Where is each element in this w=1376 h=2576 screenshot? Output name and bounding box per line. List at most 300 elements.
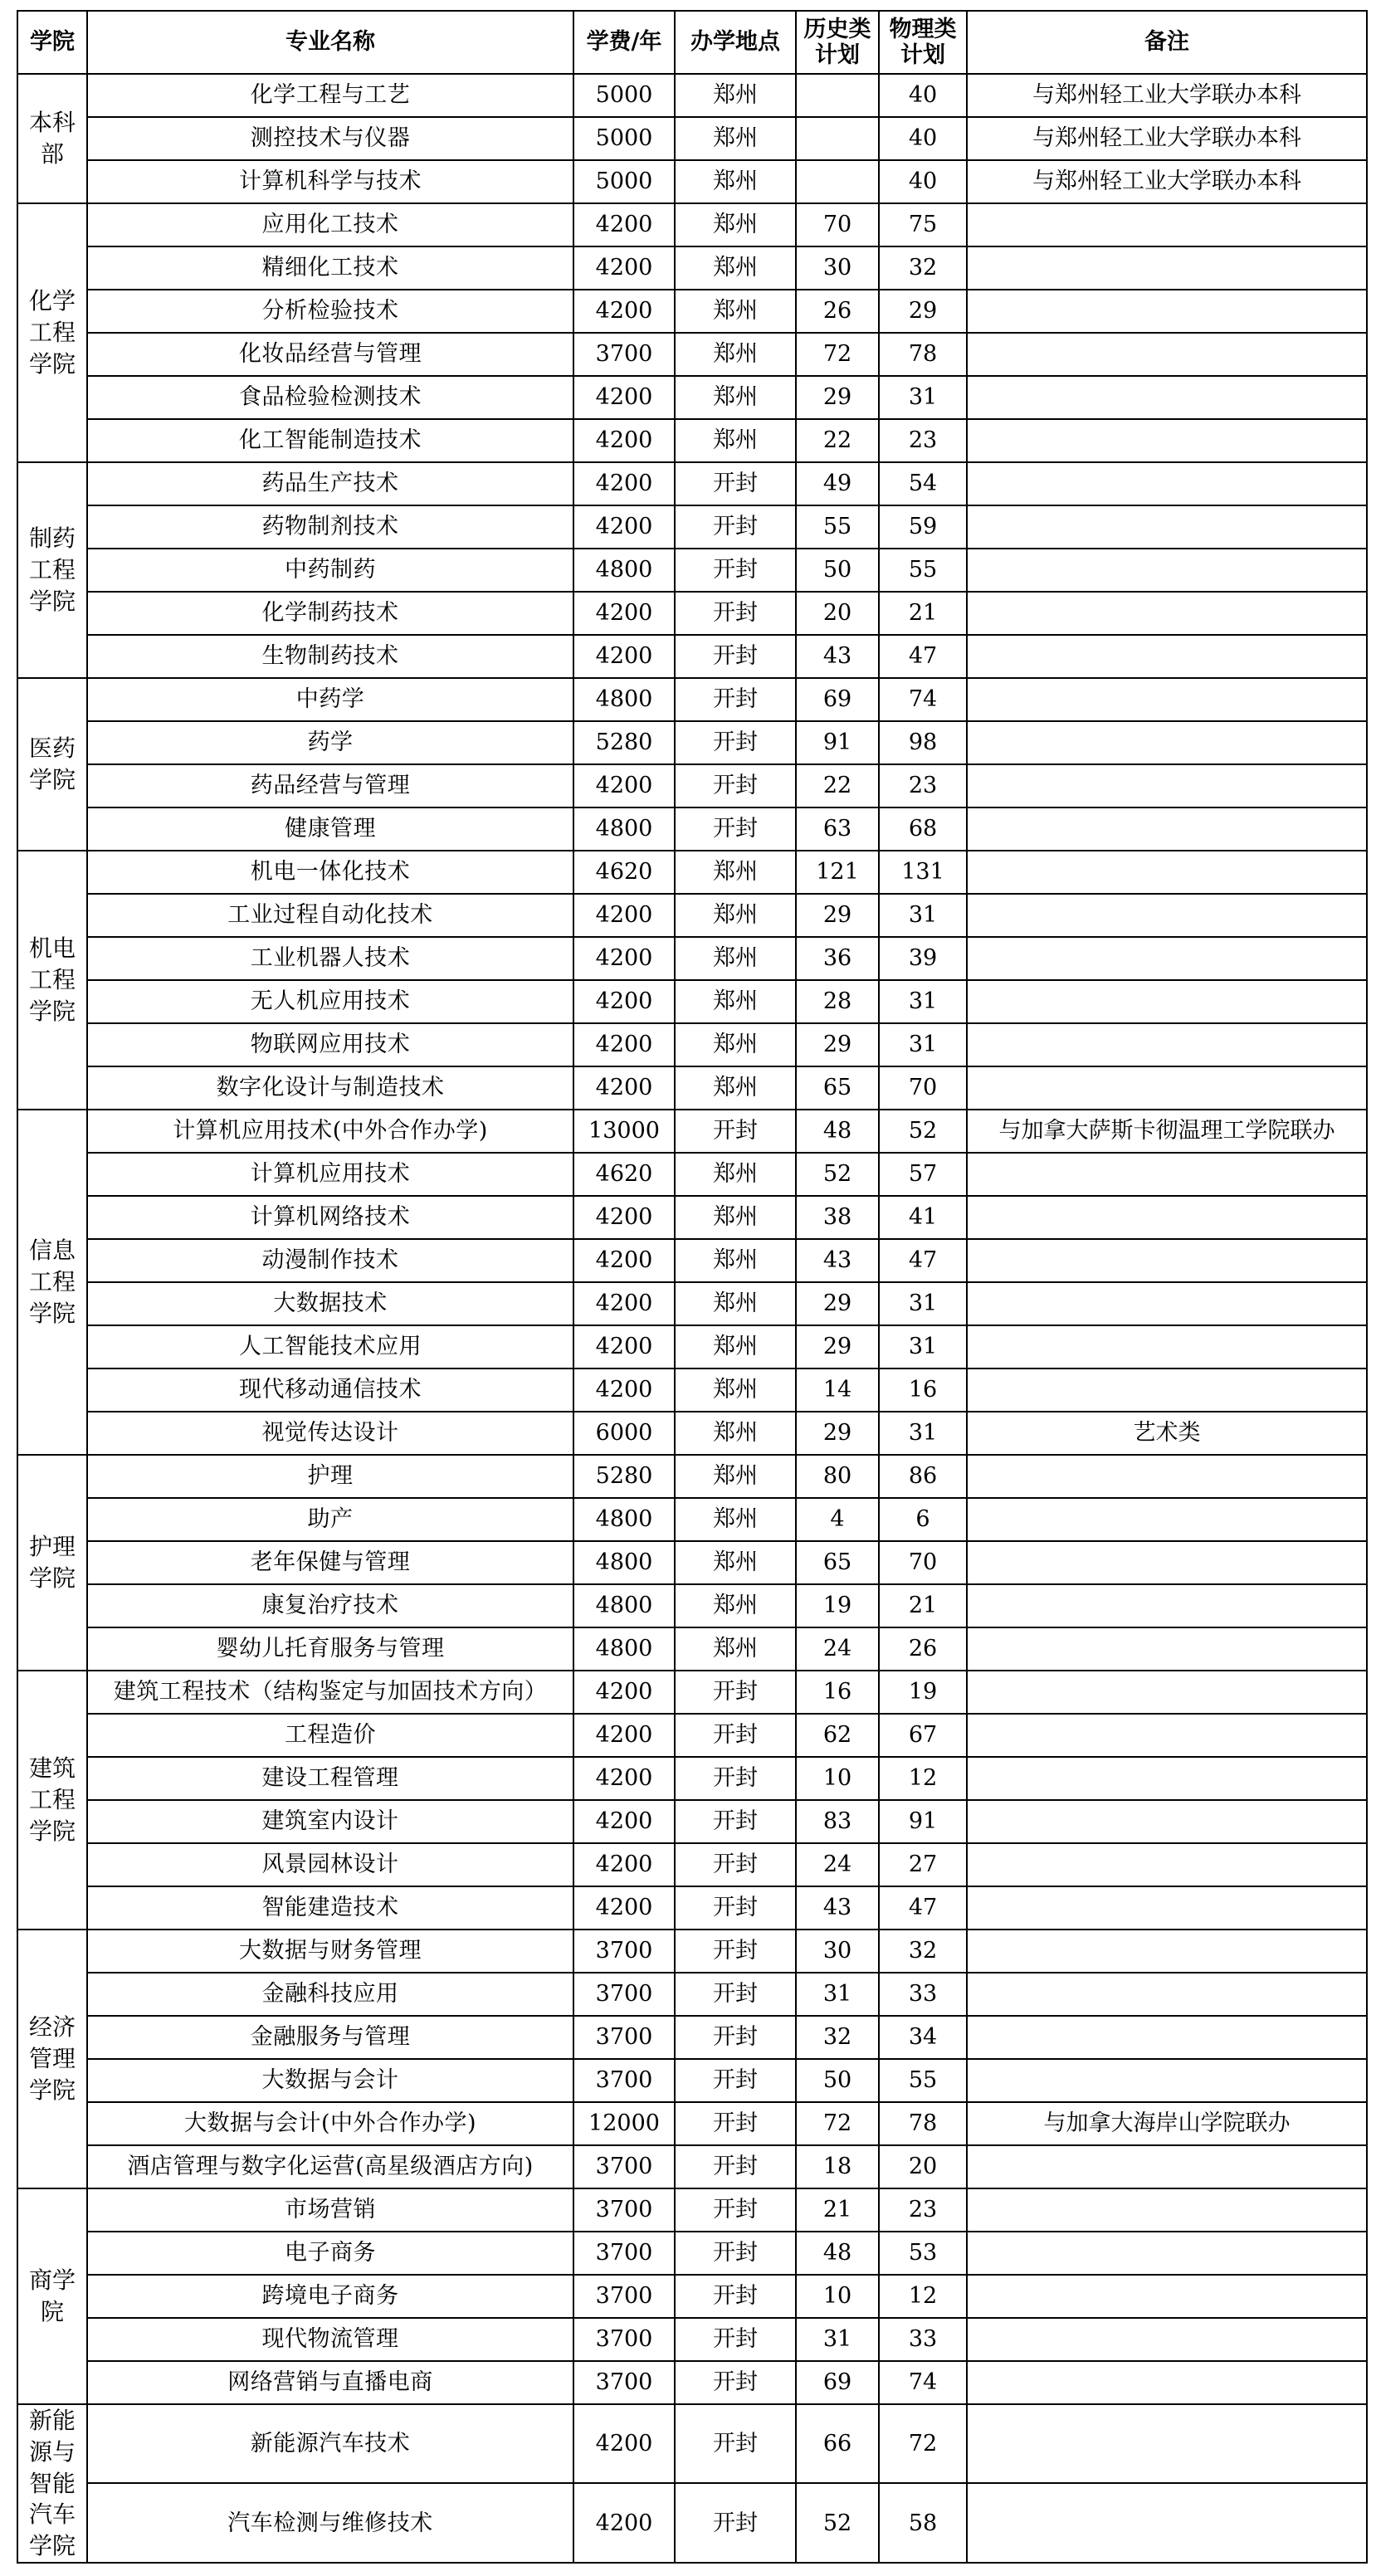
physics-plan-cell: 23 bbox=[879, 2188, 967, 2232]
location-cell: 郑州 bbox=[675, 1282, 796, 1325]
fee-cell: 4200 bbox=[573, 2483, 675, 2563]
location-cell: 郑州 bbox=[675, 1325, 796, 1368]
note-cell bbox=[967, 505, 1367, 549]
location-cell: 开封 bbox=[675, 2483, 796, 2563]
note-cell bbox=[967, 635, 1367, 678]
physics-plan-cell: 31 bbox=[879, 980, 967, 1023]
note-cell bbox=[967, 894, 1367, 937]
header-history-line2: 计划 bbox=[815, 42, 860, 68]
note-cell: 艺术类 bbox=[967, 1412, 1367, 1455]
location-cell: 开封 bbox=[675, 549, 796, 592]
table-row bbox=[17, 1412, 1367, 1455]
fee-cell: 4200 bbox=[573, 1282, 675, 1325]
table-row bbox=[17, 1325, 1367, 1368]
location-cell: 开封 bbox=[675, 721, 796, 764]
note-cell bbox=[967, 1368, 1367, 1412]
table-row bbox=[17, 1714, 1367, 1757]
header-history-plan bbox=[796, 11, 879, 74]
table-row bbox=[17, 937, 1367, 980]
location-cell: 开封 bbox=[675, 2318, 796, 2361]
header-fee: 学费/年 bbox=[573, 11, 675, 74]
college-cell bbox=[17, 74, 87, 203]
history-plan-cell: 29 bbox=[796, 1412, 879, 1455]
physics-plan-cell: 12 bbox=[879, 2275, 967, 2318]
table-row bbox=[17, 1757, 1367, 1800]
table-row bbox=[17, 2059, 1367, 2102]
physics-plan-cell: 39 bbox=[879, 937, 967, 980]
table-row bbox=[17, 1110, 1367, 1153]
table-row bbox=[17, 894, 1367, 937]
location-cell: 郑州 bbox=[675, 290, 796, 333]
physics-plan-cell: 58 bbox=[879, 2483, 967, 2563]
note-cell bbox=[967, 678, 1367, 721]
college-cell bbox=[17, 678, 87, 851]
major-cell: 测控技术与仪器 bbox=[87, 117, 573, 160]
major-cell: 计算机应用技术 bbox=[87, 1153, 573, 1196]
location-cell: 开封 bbox=[675, 2016, 796, 2059]
fee-cell: 4200 bbox=[573, 290, 675, 333]
fee-cell: 4200 bbox=[573, 764, 675, 807]
fee-cell: 4620 bbox=[573, 1153, 675, 1196]
fee-cell: 4200 bbox=[573, 505, 675, 549]
note-cell bbox=[967, 246, 1367, 290]
history-plan-cell: 14 bbox=[796, 1368, 879, 1412]
header-physics-line1: 物理类 bbox=[889, 16, 957, 42]
location-cell: 郑州 bbox=[675, 1066, 796, 1110]
major-cell: 网络营销与直播电商 bbox=[87, 2361, 573, 2404]
major-cell: 电子商务 bbox=[87, 2232, 573, 2275]
history-plan-cell: 21 bbox=[796, 2188, 879, 2232]
table-row bbox=[17, 2404, 1367, 2483]
note-cell bbox=[967, 2361, 1367, 2404]
note-cell bbox=[967, 419, 1367, 462]
table-row bbox=[17, 1886, 1367, 1930]
note-cell bbox=[967, 1455, 1367, 1498]
location-cell: 开封 bbox=[675, 1671, 796, 1714]
fee-cell: 4200 bbox=[573, 376, 675, 419]
location-cell: 郑州 bbox=[675, 1627, 796, 1671]
note-cell bbox=[967, 1282, 1367, 1325]
table-row bbox=[17, 2102, 1367, 2145]
fee-cell: 3700 bbox=[573, 1973, 675, 2016]
location-cell: 开封 bbox=[675, 1886, 796, 1930]
physics-plan-cell: 31 bbox=[879, 376, 967, 419]
fee-cell: 4200 bbox=[573, 1800, 675, 1843]
major-cell: 现代移动通信技术 bbox=[87, 1368, 573, 1412]
note-cell bbox=[967, 1930, 1367, 1973]
physics-plan-cell: 40 bbox=[879, 160, 967, 203]
note-cell bbox=[967, 851, 1367, 894]
college-name: 本科部 bbox=[28, 109, 76, 168]
fee-cell: 4800 bbox=[573, 1541, 675, 1584]
header-physics-line2: 计划 bbox=[900, 42, 945, 68]
major-cell: 大数据与会计 bbox=[87, 2059, 573, 2102]
college-name: 建筑工程学院 bbox=[28, 1754, 76, 1845]
fee-cell: 5000 bbox=[573, 160, 675, 203]
table-row bbox=[17, 333, 1367, 376]
location-cell: 郑州 bbox=[675, 1196, 796, 1239]
history-plan-cell: 43 bbox=[796, 1239, 879, 1282]
major-cell: 汽车检测与维修技术 bbox=[87, 2483, 573, 2563]
major-cell: 无人机应用技术 bbox=[87, 980, 573, 1023]
table-row bbox=[17, 549, 1367, 592]
physics-plan-cell: 74 bbox=[879, 678, 967, 721]
note-cell bbox=[967, 1584, 1367, 1627]
note-cell bbox=[967, 2188, 1367, 2232]
major-cell: 动漫制作技术 bbox=[87, 1239, 573, 1282]
table-row bbox=[17, 2232, 1367, 2275]
major-cell: 新能源汽车技术 bbox=[87, 2404, 573, 2483]
major-cell: 现代物流管理 bbox=[87, 2318, 573, 2361]
note-cell bbox=[967, 721, 1367, 764]
note-cell bbox=[967, 1757, 1367, 1800]
note-cell bbox=[967, 1800, 1367, 1843]
location-cell: 郑州 bbox=[675, 376, 796, 419]
fee-cell: 4200 bbox=[573, 419, 675, 462]
physics-plan-cell: 131 bbox=[879, 851, 967, 894]
header-physics-plan bbox=[879, 11, 967, 74]
fee-cell: 4200 bbox=[573, 1714, 675, 1757]
fee-cell: 4200 bbox=[573, 203, 675, 246]
college-name: 商学院 bbox=[28, 2266, 76, 2325]
location-cell: 郑州 bbox=[675, 117, 796, 160]
location-cell: 开封 bbox=[675, 2404, 796, 2483]
history-plan-cell: 24 bbox=[796, 1627, 879, 1671]
fee-cell: 12000 bbox=[573, 2102, 675, 2145]
fee-cell: 6000 bbox=[573, 1412, 675, 1455]
major-cell: 化学制药技术 bbox=[87, 592, 573, 635]
history-plan-cell: 38 bbox=[796, 1196, 879, 1239]
history-plan-cell: 72 bbox=[796, 333, 879, 376]
fee-cell: 3700 bbox=[573, 2145, 675, 2188]
table-row bbox=[17, 1153, 1367, 1196]
fee-cell: 4200 bbox=[573, 894, 675, 937]
history-plan-cell: 65 bbox=[796, 1541, 879, 1584]
fee-cell: 4200 bbox=[573, 980, 675, 1023]
location-cell: 郑州 bbox=[675, 246, 796, 290]
location-cell: 郑州 bbox=[675, 1455, 796, 1498]
fee-cell: 3700 bbox=[573, 2361, 675, 2404]
header-location: 办学地点 bbox=[675, 11, 796, 74]
history-plan-cell bbox=[796, 74, 879, 117]
location-cell: 郑州 bbox=[675, 419, 796, 462]
note-cell bbox=[967, 462, 1367, 505]
major-cell: 中药制药 bbox=[87, 549, 573, 592]
table-row bbox=[17, 2318, 1367, 2361]
physics-plan-cell: 31 bbox=[879, 1412, 967, 1455]
note-cell bbox=[967, 290, 1367, 333]
table-row bbox=[17, 1239, 1367, 1282]
table-row bbox=[17, 1584, 1367, 1627]
major-cell: 工业机器人技术 bbox=[87, 937, 573, 980]
location-cell: 开封 bbox=[675, 462, 796, 505]
history-plan-cell: 49 bbox=[796, 462, 879, 505]
table-row bbox=[17, 2483, 1367, 2563]
physics-plan-cell: 19 bbox=[879, 1671, 967, 1714]
physics-plan-cell: 86 bbox=[879, 1455, 967, 1498]
college-name: 机电工程学院 bbox=[28, 934, 76, 1025]
note-cell bbox=[967, 592, 1367, 635]
history-plan-cell: 29 bbox=[796, 1282, 879, 1325]
table-row bbox=[17, 1671, 1367, 1714]
history-plan-cell: 70 bbox=[796, 203, 879, 246]
history-plan-cell: 69 bbox=[796, 678, 879, 721]
major-cell: 大数据与会计(中外合作办学) bbox=[87, 2102, 573, 2145]
note-cell bbox=[967, 1973, 1367, 2016]
major-cell: 市场营销 bbox=[87, 2188, 573, 2232]
table-row bbox=[17, 1282, 1367, 1325]
note-cell bbox=[967, 376, 1367, 419]
major-cell: 康复治疗技术 bbox=[87, 1584, 573, 1627]
location-cell: 开封 bbox=[675, 1800, 796, 1843]
header-history-line1: 历史类 bbox=[803, 16, 871, 42]
fee-cell: 4800 bbox=[573, 1584, 675, 1627]
history-plan-cell: 19 bbox=[796, 1584, 879, 1627]
fee-cell: 3700 bbox=[573, 333, 675, 376]
physics-plan-cell: 78 bbox=[879, 333, 967, 376]
history-plan-cell: 121 bbox=[796, 851, 879, 894]
note-cell: 与郑州轻工业大学联办本科 bbox=[967, 117, 1367, 160]
physics-plan-cell: 31 bbox=[879, 1325, 967, 1368]
table-row bbox=[17, 1627, 1367, 1671]
fee-cell: 3700 bbox=[573, 2188, 675, 2232]
history-plan-cell: 10 bbox=[796, 1757, 879, 1800]
major-cell: 分析检验技术 bbox=[87, 290, 573, 333]
major-cell: 药品生产技术 bbox=[87, 462, 573, 505]
major-cell: 中药学 bbox=[87, 678, 573, 721]
history-plan-cell: 32 bbox=[796, 2016, 879, 2059]
history-plan-cell: 36 bbox=[796, 937, 879, 980]
fee-cell: 4200 bbox=[573, 1196, 675, 1239]
major-cell: 应用化工技术 bbox=[87, 203, 573, 246]
table-row bbox=[17, 2275, 1367, 2318]
physics-plan-cell: 40 bbox=[879, 117, 967, 160]
fee-cell: 4800 bbox=[573, 678, 675, 721]
note-cell bbox=[967, 203, 1367, 246]
major-cell: 风景园林设计 bbox=[87, 1843, 573, 1886]
history-plan-cell: 10 bbox=[796, 2275, 879, 2318]
history-plan-cell: 62 bbox=[796, 1714, 879, 1757]
physics-plan-cell: 54 bbox=[879, 462, 967, 505]
location-cell: 郑州 bbox=[675, 894, 796, 937]
physics-plan-cell: 91 bbox=[879, 1800, 967, 1843]
location-cell: 开封 bbox=[675, 807, 796, 851]
physics-plan-cell: 32 bbox=[879, 1930, 967, 1973]
fee-cell: 4200 bbox=[573, 1368, 675, 1412]
history-plan-cell: 28 bbox=[796, 980, 879, 1023]
table-row bbox=[17, 505, 1367, 549]
physics-plan-cell: 31 bbox=[879, 1023, 967, 1066]
physics-plan-cell: 47 bbox=[879, 635, 967, 678]
table-header-row bbox=[17, 11, 1367, 74]
table-row bbox=[17, 1023, 1367, 1066]
fee-cell: 4800 bbox=[573, 549, 675, 592]
major-cell: 工业过程自动化技术 bbox=[87, 894, 573, 937]
note-cell bbox=[967, 549, 1367, 592]
location-cell: 郑州 bbox=[675, 937, 796, 980]
table-row bbox=[17, 117, 1367, 160]
history-plan-cell: 52 bbox=[796, 2483, 879, 2563]
fee-cell: 5000 bbox=[573, 117, 675, 160]
location-cell: 开封 bbox=[675, 2275, 796, 2318]
physics-plan-cell: 23 bbox=[879, 764, 967, 807]
physics-plan-cell: 57 bbox=[879, 1153, 967, 1196]
table-row bbox=[17, 807, 1367, 851]
note-cell bbox=[967, 1886, 1367, 1930]
major-cell: 大数据技术 bbox=[87, 1282, 573, 1325]
table-row bbox=[17, 2361, 1367, 2404]
physics-plan-cell: 68 bbox=[879, 807, 967, 851]
major-cell: 计算机科学与技术 bbox=[87, 160, 573, 203]
note-cell bbox=[967, 1714, 1367, 1757]
fee-cell: 4200 bbox=[573, 1671, 675, 1714]
history-plan-cell: 50 bbox=[796, 2059, 879, 2102]
major-cell: 化工智能制造技术 bbox=[87, 419, 573, 462]
location-cell: 郑州 bbox=[675, 1498, 796, 1541]
note-cell bbox=[967, 764, 1367, 807]
location-cell: 郑州 bbox=[675, 74, 796, 117]
physics-plan-cell: 52 bbox=[879, 1110, 967, 1153]
history-plan-cell: 48 bbox=[796, 1110, 879, 1153]
college-cell bbox=[17, 203, 87, 462]
note-cell: 与郑州轻工业大学联办本科 bbox=[967, 160, 1367, 203]
location-cell: 开封 bbox=[675, 1757, 796, 1800]
location-cell: 郑州 bbox=[675, 333, 796, 376]
fee-cell: 3700 bbox=[573, 2232, 675, 2275]
note-cell bbox=[967, 1671, 1367, 1714]
fee-cell: 4800 bbox=[573, 1627, 675, 1671]
note-cell bbox=[967, 1541, 1367, 1584]
header-note: 备注 bbox=[967, 11, 1367, 74]
location-cell: 开封 bbox=[675, 764, 796, 807]
major-cell: 生物制药技术 bbox=[87, 635, 573, 678]
history-plan-cell: 22 bbox=[796, 764, 879, 807]
note-cell bbox=[967, 2232, 1367, 2275]
history-plan-cell: 65 bbox=[796, 1066, 879, 1110]
enrollment-plan-table bbox=[17, 10, 1368, 2564]
major-cell: 机电一体化技术 bbox=[87, 851, 573, 894]
college-cell bbox=[17, 1671, 87, 1930]
fee-cell: 4620 bbox=[573, 851, 675, 894]
history-plan-cell: 55 bbox=[796, 505, 879, 549]
physics-plan-cell: 6 bbox=[879, 1498, 967, 1541]
fee-cell: 4200 bbox=[573, 2404, 675, 2483]
table-row bbox=[17, 1541, 1367, 1584]
fee-cell: 4200 bbox=[573, 937, 675, 980]
fee-cell: 5280 bbox=[573, 721, 675, 764]
location-cell: 郑州 bbox=[675, 160, 796, 203]
location-cell: 郑州 bbox=[675, 1584, 796, 1627]
physics-plan-cell: 47 bbox=[879, 1886, 967, 1930]
history-plan-cell: 29 bbox=[796, 894, 879, 937]
fee-cell: 5000 bbox=[573, 74, 675, 117]
location-cell: 郑州 bbox=[675, 980, 796, 1023]
note-cell bbox=[967, 2318, 1367, 2361]
location-cell: 开封 bbox=[675, 635, 796, 678]
fee-cell: 4200 bbox=[573, 1239, 675, 1282]
major-cell: 酒店管理与数字化运营(高星级酒店方向) bbox=[87, 2145, 573, 2188]
major-cell: 建设工程管理 bbox=[87, 1757, 573, 1800]
college-name: 新能源与智能汽车学院 bbox=[28, 2407, 76, 2560]
history-plan-cell: 63 bbox=[796, 807, 879, 851]
major-cell: 数字化设计与制造技术 bbox=[87, 1066, 573, 1110]
location-cell: 开封 bbox=[675, 2059, 796, 2102]
college-cell bbox=[17, 2188, 87, 2404]
fee-cell: 4800 bbox=[573, 1498, 675, 1541]
history-plan-cell: 24 bbox=[796, 1843, 879, 1886]
table-row bbox=[17, 1800, 1367, 1843]
table-row bbox=[17, 1455, 1367, 1498]
location-cell: 开封 bbox=[675, 1714, 796, 1757]
note-cell bbox=[967, 1498, 1367, 1541]
note-cell bbox=[967, 1196, 1367, 1239]
history-plan-cell: 18 bbox=[796, 2145, 879, 2188]
major-cell: 金融科技应用 bbox=[87, 1973, 573, 2016]
physics-plan-cell: 31 bbox=[879, 894, 967, 937]
location-cell: 郑州 bbox=[675, 1368, 796, 1412]
major-cell: 计算机应用技术(中外合作办学) bbox=[87, 1110, 573, 1153]
physics-plan-cell: 12 bbox=[879, 1757, 967, 1800]
table-row bbox=[17, 1196, 1367, 1239]
major-cell: 助产 bbox=[87, 1498, 573, 1541]
history-plan-cell: 43 bbox=[796, 635, 879, 678]
college-cell bbox=[17, 851, 87, 1110]
note-cell bbox=[967, 1627, 1367, 1671]
history-plan-cell: 30 bbox=[796, 246, 879, 290]
history-plan-cell: 20 bbox=[796, 592, 879, 635]
table-row bbox=[17, 851, 1367, 894]
history-plan-cell: 29 bbox=[796, 1325, 879, 1368]
note-cell bbox=[967, 1843, 1367, 1886]
table-row bbox=[17, 246, 1367, 290]
physics-plan-cell: 23 bbox=[879, 419, 967, 462]
history-plan-cell: 80 bbox=[796, 1455, 879, 1498]
history-plan-cell: 52 bbox=[796, 1153, 879, 1196]
location-cell: 郑州 bbox=[675, 1153, 796, 1196]
major-cell: 工程造价 bbox=[87, 1714, 573, 1757]
history-plan-cell: 4 bbox=[796, 1498, 879, 1541]
college-cell bbox=[17, 2404, 87, 2563]
location-cell: 开封 bbox=[675, 2145, 796, 2188]
table-row bbox=[17, 980, 1367, 1023]
history-plan-cell: 29 bbox=[796, 376, 879, 419]
table-row bbox=[17, 678, 1367, 721]
major-cell: 建筑室内设计 bbox=[87, 1800, 573, 1843]
physics-plan-cell: 32 bbox=[879, 246, 967, 290]
major-cell: 药学 bbox=[87, 721, 573, 764]
physics-plan-cell: 34 bbox=[879, 2016, 967, 2059]
major-cell: 视觉传达设计 bbox=[87, 1412, 573, 1455]
location-cell: 开封 bbox=[675, 2188, 796, 2232]
location-cell: 开封 bbox=[675, 1843, 796, 1886]
note-cell: 与加拿大萨斯卡彻温理工学院联办 bbox=[967, 1110, 1367, 1153]
fee-cell: 3700 bbox=[573, 2318, 675, 2361]
history-plan-cell: 83 bbox=[796, 1800, 879, 1843]
location-cell: 开封 bbox=[675, 2102, 796, 2145]
table-row bbox=[17, 290, 1367, 333]
major-cell: 化学工程与工艺 bbox=[87, 74, 573, 117]
physics-plan-cell: 31 bbox=[879, 1282, 967, 1325]
major-cell: 药品经营与管理 bbox=[87, 764, 573, 807]
table-row bbox=[17, 1843, 1367, 1886]
physics-plan-cell: 78 bbox=[879, 2102, 967, 2145]
history-plan-cell: 30 bbox=[796, 1930, 879, 1973]
college-cell bbox=[17, 1110, 87, 1455]
table-row bbox=[17, 592, 1367, 635]
note-cell bbox=[967, 2016, 1367, 2059]
major-cell: 智能建造技术 bbox=[87, 1886, 573, 1930]
fee-cell: 4200 bbox=[573, 1325, 675, 1368]
